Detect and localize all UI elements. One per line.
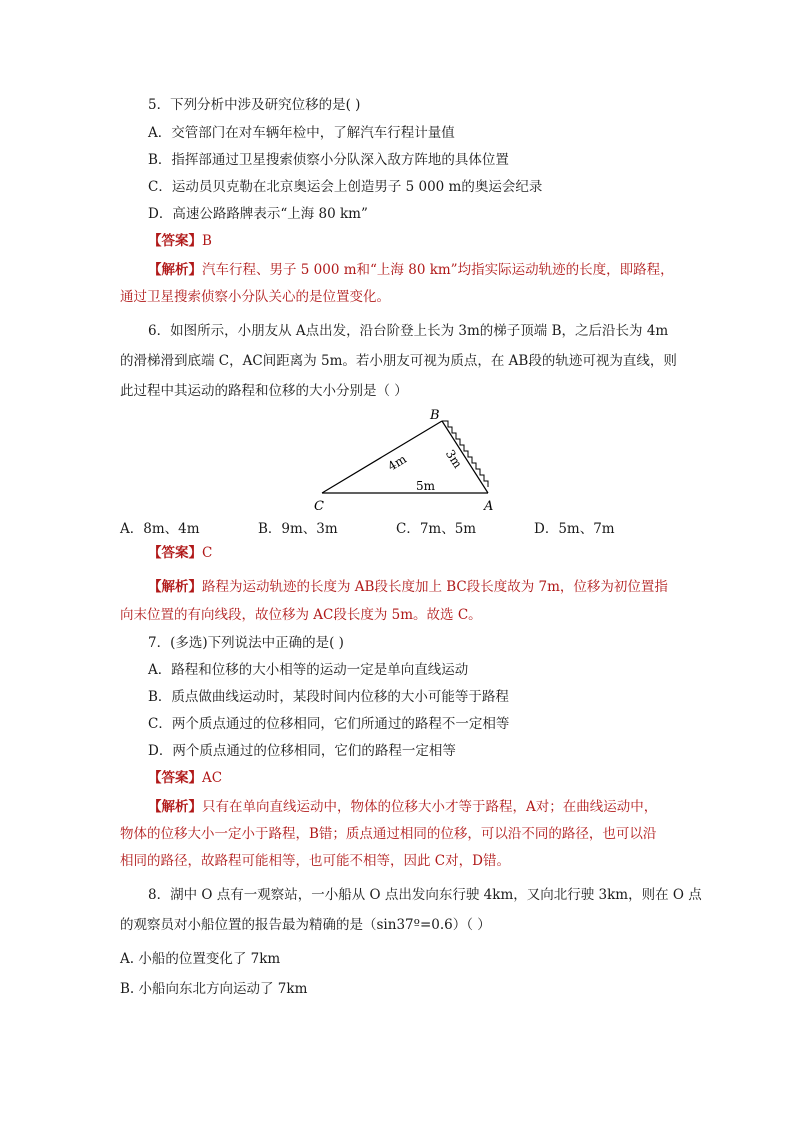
analysis-text: 汽车行程、男子 5 000 m和“上海 80 km”均指实际运动轨迹的长度，即路程， <box>202 262 674 278</box>
q6-analysis-line-2: 向末位置的有向线段，故位移为 AC段长度为 5m。故选 C。 <box>120 607 482 623</box>
answer-tag: 【答案】 <box>148 545 202 561</box>
q8-option-a: A. 小船的位置变化了 7km <box>120 951 281 967</box>
q6-stem-line-2: 的滑梯滑到底端 C，AC间距离为 5m。若小朋友可视为质点，在 AB段的轨迹可视为直线，则 <box>120 353 677 369</box>
q8-stem-line-2: 的观察员对小船位置的报告最为精确的是（sin37º=0.6）（ ） <box>120 917 491 933</box>
ab-length-label: 3m <box>442 447 465 471</box>
q8-stem-line-1: 8．湖中 O 点有一观察站，一小船从 O 点出发向东行驶 4km，又向北行驶 3km，则在 O 点 <box>148 887 702 903</box>
q5-option-b: B．指挥部通过卫星搜索侦察小分队深入敌方阵地的具体位置 <box>148 152 509 168</box>
q6-option-d: D．5m、7m <box>534 521 615 537</box>
analysis-tag: 【解析】 <box>148 262 202 278</box>
q5-analysis-line-2: 通过卫星搜索侦察小分队关心的是位置变化。 <box>120 289 390 305</box>
q7-answer <box>148 769 222 787</box>
q6-option-c: C．7m、5m <box>396 521 477 537</box>
q5-option-d: D．高速公路路牌表示“上海 80 km” <box>148 206 368 222</box>
point-a-label: A <box>484 499 494 514</box>
answer-tag: 【答案】 <box>148 233 202 249</box>
analysis-tag: 【解析】 <box>148 579 202 595</box>
q6-stem-line-1: 6．如图所示，小朋友从 A点出发，沿台阶登上长为 3m的梯子顶端 B，之后沿长为 4m <box>148 323 669 339</box>
q7-analysis-line-3: 相同的路径，故路程可能相等，也可能不相等，因此 C对，D错。 <box>120 853 510 869</box>
answer-tag: 【答案】 <box>148 770 202 786</box>
bc-length-label: 4m <box>385 451 409 474</box>
ladder-slide-figure <box>300 400 520 518</box>
q7-option-d: D．两个质点通过的位移相同，它们的路程一定相等 <box>148 743 456 759</box>
q7-analysis-line-2: 物体的位移大小一定小于路程，B错；质点通过相同的位移，可以沿不同的路径，也可以沿 <box>120 826 657 842</box>
q6-stem-line-3: 此过程中其运动的路程和位移的大小分别是（ ） <box>120 383 408 399</box>
ac-length-label: 5m <box>416 479 436 493</box>
answer-value: C <box>202 545 213 561</box>
q5-stem: 5．下列分析中涉及研究位移的是( ) <box>148 97 361 113</box>
q6-option-b: B．9m、3m <box>258 521 338 537</box>
q7-option-a: A．路程和位移的大小相等的运动一定是单向直线运动 <box>148 662 469 678</box>
answer-value: B <box>202 233 212 249</box>
q6-option-a: A．8m、4m <box>120 521 200 537</box>
q7-stem: 7．(多选)下列说法中正确的是( ) <box>148 635 344 651</box>
analysis-text: 路程为运动轨迹的长度为 AB段长度加上 BC段长度故为 7m，位移为初位置指 <box>202 579 668 595</box>
q5-option-a: A．交管部门在对车辆年检中，了解汽车行程计量值 <box>148 125 455 141</box>
q5-analysis-line-1 <box>148 261 674 279</box>
answer-value: AC <box>202 770 223 786</box>
q7-option-c: C．两个质点通过的位移相同，它们所通过的路程不一定相等 <box>148 716 510 732</box>
q5-answer <box>148 232 212 250</box>
q6-analysis-line-1 <box>148 578 668 596</box>
q7-option-b: B．质点做曲线运动时，某段时间内位移的大小可能等于路程 <box>148 689 509 705</box>
point-b-label: B <box>430 408 440 423</box>
q5-option-c: C．运动员贝克勒在北京奥运会上创造男子 5 000 m的奥运会纪录 <box>148 179 543 195</box>
analysis-text: 只有在单向直线运动中，物体的位移大小才等于路程，A对；在曲线运动中， <box>202 799 658 815</box>
q7-analysis-line-1 <box>148 798 657 816</box>
point-c-label: C <box>314 499 324 514</box>
q8-option-b: B. 小船向东北方向运动了 7km <box>120 981 308 997</box>
q6-answer <box>148 544 212 562</box>
analysis-tag: 【解析】 <box>148 799 202 815</box>
